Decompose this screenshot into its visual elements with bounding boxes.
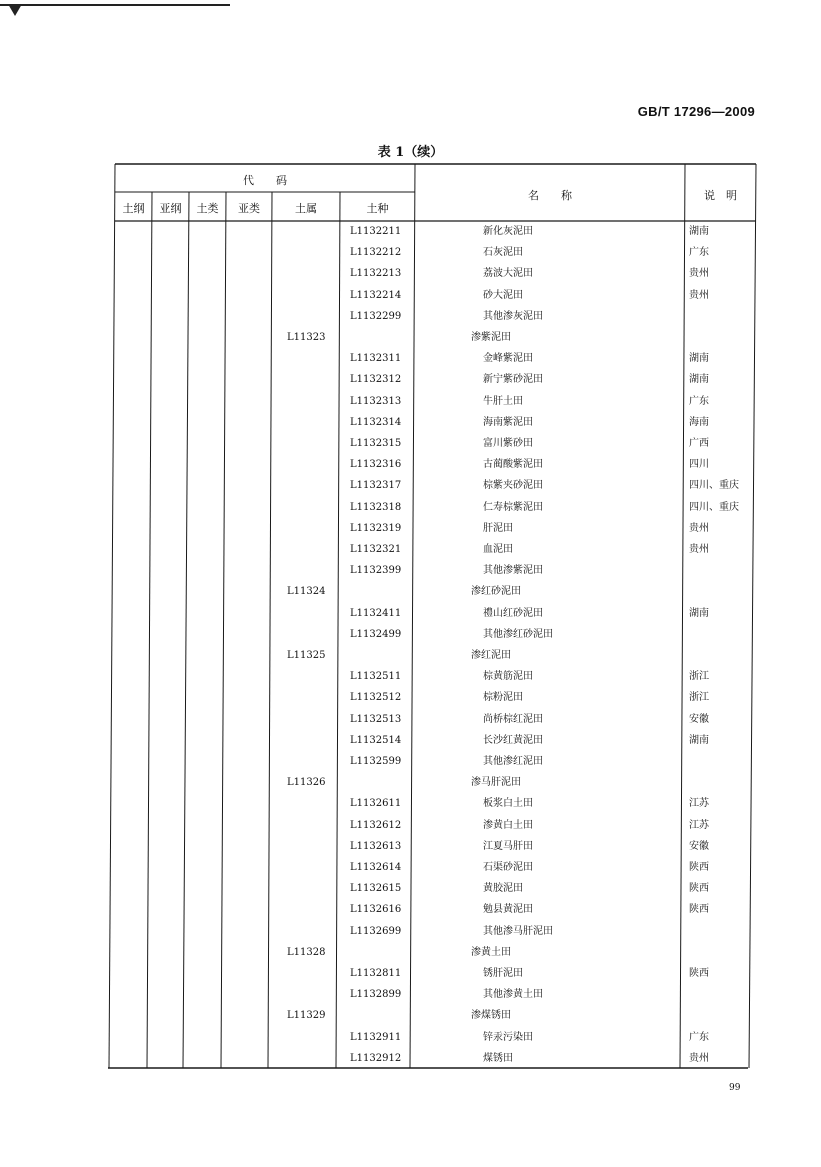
column-divider — [221, 192, 226, 1068]
species-name: 其他渗灰泥田 — [483, 311, 543, 322]
note-cell: 广西 — [689, 438, 709, 449]
note-cell: 湖南 — [689, 226, 709, 237]
species-code: L1132612 — [350, 820, 402, 831]
standard-code: GB/T 17296—2009 — [637, 104, 755, 119]
species-name: 荔波大泥田 — [483, 268, 533, 279]
species-code: L1132319 — [350, 523, 402, 534]
species-code: L1132411 — [350, 608, 402, 619]
species-code: L1132899 — [350, 989, 402, 1000]
species-code: L1132616 — [350, 904, 402, 915]
note-cell: 四川、重庆 — [689, 480, 739, 491]
species-name: 禮山红砂泥田 — [483, 608, 543, 619]
note-cell: 四川 — [689, 459, 709, 470]
species-name: 新宁紫砂泥田 — [483, 374, 543, 385]
note-cell: 贵州 — [689, 268, 709, 279]
species-name: 金峰紫泥田 — [483, 353, 533, 364]
note-cell: 贵州 — [689, 1053, 709, 1064]
species-code: L1132615 — [350, 883, 402, 894]
species-name: 黄胶泥田 — [483, 883, 523, 894]
species-code: L1132912 — [350, 1053, 402, 1064]
species-code: L1132214 — [350, 290, 402, 301]
family-name: 渗红泥田 — [471, 650, 511, 661]
species-name: 古蔺酸紫泥田 — [483, 459, 543, 470]
family-code: L11328 — [287, 947, 326, 958]
species-name: 其他渗紫泥田 — [483, 565, 543, 576]
species-name: 其他渗马肝泥田 — [483, 926, 553, 937]
note-cell: 贵州 — [689, 290, 709, 301]
species-name: 富川紫砂田 — [483, 438, 533, 449]
species-name: 仁寿棕紫泥田 — [483, 502, 543, 513]
family-code: L11329 — [287, 1010, 326, 1021]
species-code: L1132513 — [350, 714, 402, 725]
species-name: 板浆白土田 — [483, 798, 533, 809]
species-code: L1132399 — [350, 565, 402, 576]
note-cell: 安徽 — [689, 841, 709, 852]
species-code: L1132316 — [350, 459, 402, 470]
family-code: L11323 — [287, 332, 326, 343]
species-code: L1132211 — [350, 226, 402, 237]
species-code: L1132317 — [350, 480, 402, 491]
species-code: L1132512 — [350, 692, 402, 703]
page-number: 99 — [729, 1083, 741, 1093]
species-code: L1132313 — [350, 396, 402, 407]
note-cell: 安徽 — [689, 714, 709, 725]
species-code: L1132212 — [350, 247, 402, 258]
note-cell: 海南 — [689, 417, 709, 428]
species-name: 棕紫夹砂泥田 — [483, 480, 543, 491]
family-name: 渗马肝泥田 — [471, 777, 521, 788]
species-code: L1132314 — [350, 417, 402, 428]
column-divider — [268, 192, 272, 1068]
note-cell: 浙江 — [689, 671, 709, 682]
species-code: L1132511 — [350, 671, 402, 682]
species-name: 勉县黄泥田 — [483, 904, 533, 915]
family-name: 渗紫泥田 — [471, 332, 511, 343]
note-cell: 江苏 — [689, 798, 709, 809]
species-name: 海南紫泥田 — [483, 417, 533, 428]
species-name: 锌汞污染田 — [483, 1032, 533, 1043]
species-code: L1132699 — [350, 926, 402, 937]
note-cell: 陕西 — [689, 904, 709, 915]
species-name: 砂大泥田 — [483, 290, 523, 301]
species-code: L1132514 — [350, 735, 402, 746]
species-name: 其他渗红泥田 — [483, 756, 543, 767]
species-name: 石渠砂泥田 — [483, 862, 533, 873]
note-cell: 贵州 — [689, 523, 709, 534]
species-name: 棕粉泥田 — [483, 692, 523, 703]
family-code: L11325 — [287, 650, 326, 661]
header-code-group: 代 码 — [243, 174, 287, 187]
species-name: 肝泥田 — [483, 523, 513, 534]
header-note: 说 明 — [704, 189, 737, 202]
species-name: 煤锈田 — [483, 1053, 513, 1064]
species-name: 新化灰泥田 — [483, 226, 533, 237]
note-cell: 广东 — [689, 247, 709, 258]
species-name: 其他渗黄土田 — [483, 989, 543, 1000]
species-name: 江夏马肝田 — [483, 841, 533, 852]
note-cell: 湖南 — [689, 353, 709, 364]
column-divider — [183, 192, 189, 1068]
family-code: L11324 — [287, 586, 326, 597]
species-code: L1132318 — [350, 502, 402, 513]
species-name: 锈肝泥田 — [483, 968, 523, 979]
column-divider — [147, 192, 152, 1068]
family-code: L11326 — [287, 777, 326, 788]
species-code: L1132599 — [350, 756, 402, 767]
note-cell: 湖南 — [689, 735, 709, 746]
header-subgroup: 亚类 — [238, 202, 260, 215]
species-code: L1132911 — [350, 1032, 402, 1043]
header-soil-order: 土纲 — [122, 202, 145, 215]
species-name: 牛肝土田 — [483, 396, 523, 407]
species-code: L1132299 — [350, 311, 402, 322]
species-code: L1132614 — [350, 862, 402, 873]
note-cell: 陕西 — [689, 862, 709, 873]
species-name: 尚桥棕红泥田 — [483, 714, 543, 725]
species-code: L1132321 — [350, 544, 402, 555]
note-cell: 广东 — [689, 1032, 709, 1043]
species-code: L1132213 — [350, 268, 402, 279]
note-cell: 贵州 — [689, 544, 709, 555]
family-name: 渗黄土田 — [471, 947, 511, 958]
table-title: 表 1（续） — [377, 145, 444, 160]
species-name: 棕黄筋泥田 — [483, 671, 533, 682]
header-name: 名 称 — [528, 189, 572, 202]
species-code: L1132811 — [350, 968, 402, 979]
column-divider — [680, 164, 685, 1068]
left-border — [109, 164, 115, 1068]
note-cell: 江苏 — [689, 820, 709, 831]
species-code: L1132311 — [350, 353, 402, 364]
family-name: 渗红砂泥田 — [471, 586, 521, 597]
species-name: 其他渗红砂泥田 — [483, 629, 553, 640]
note-cell: 湖南 — [689, 374, 709, 385]
header-group: 土类 — [196, 202, 219, 215]
note-cell: 浙江 — [689, 692, 709, 703]
species-code: L1132611 — [350, 798, 402, 809]
family-name: 渗煤锈田 — [471, 1010, 511, 1021]
species-code: L1132613 — [350, 841, 402, 852]
note-cell: 广东 — [689, 396, 709, 407]
note-cell: 四川、重庆 — [689, 502, 739, 513]
header-species: 土种 — [366, 202, 389, 215]
note-cell: 陕西 — [689, 883, 709, 894]
header-suborder: 亚纲 — [159, 202, 182, 215]
species-name: 石灰泥田 — [483, 247, 523, 258]
column-divider — [336, 192, 340, 1068]
header-family: 土属 — [295, 202, 317, 215]
species-code: L1132315 — [350, 438, 402, 449]
species-name: 渗黄白土田 — [483, 820, 533, 831]
species-name: 血泥田 — [483, 544, 513, 555]
note-cell: 湖南 — [689, 608, 709, 619]
right-border — [749, 164, 756, 1068]
species-name: 长沙红黄泥田 — [483, 735, 543, 746]
species-code: L1132499 — [350, 629, 402, 640]
note-cell: 陕西 — [689, 968, 709, 979]
column-divider — [410, 164, 415, 1068]
species-code: L1132312 — [350, 374, 402, 385]
